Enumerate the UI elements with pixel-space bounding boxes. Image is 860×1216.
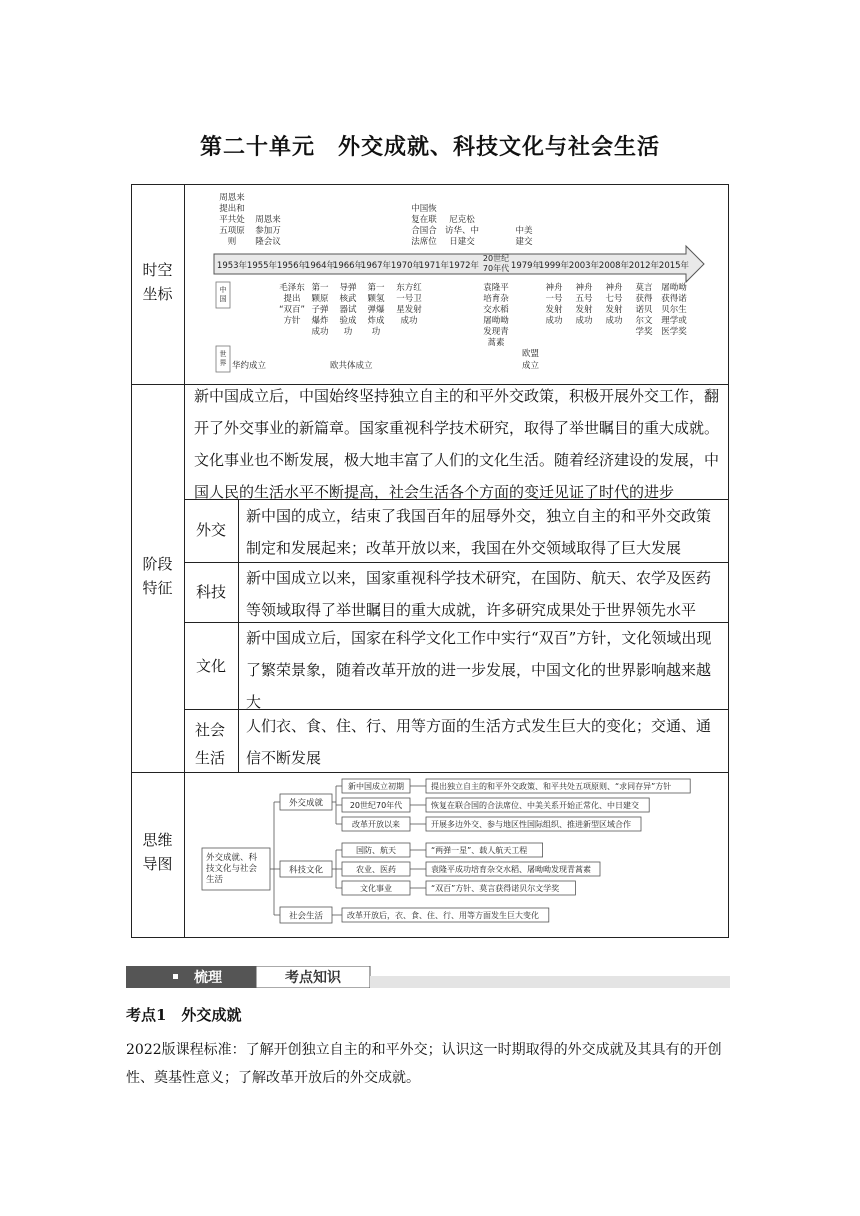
world-event-warsaw-pact: 华约成立: [232, 361, 267, 371]
label-column-divider: [184, 184, 185, 938]
curriculum-standard: 2022版课程标准：了解开创独立自主的和平外交；认识这一时期取得的外交成就及其具有的开创性、奠基性意义；了解改革开放后的外交成就。: [126, 1042, 722, 1086]
stage-text-social: 人们衣、食、住、行、用等方面的生活方式发生巨大的变化；交通、通信不断发展: [246, 717, 712, 767]
mind-map-detail-text: 改革开放后，衣、食、住、行、用等方面发生巨大变化: [347, 911, 539, 920]
year-label: 1967年: [360, 261, 392, 271]
stage-row-label: 阶段 特征: [142, 555, 173, 597]
mind-map: [186, 774, 726, 934]
stage-label-culture: 文化: [195, 657, 226, 675]
mind-map-detail-text: 提出独立自主的和平外交政策、和平共处五项原则、“求同存异”方针: [431, 782, 672, 791]
world-event-eu: 欧盟: [522, 349, 540, 359]
timeline-figure: [186, 186, 726, 382]
mind-map-topic-text: 20世纪70年代: [349, 801, 403, 810]
china-event-below: 神舟一号发射成功: [545, 283, 563, 326]
china-event-below: 袁隆平培育杂交水稻屠呦呦发现青蒿素: [483, 283, 509, 348]
mind-map-detail-text: 袁隆平成功培育杂交水稻、屠呦呦发现青蒿素: [431, 865, 591, 874]
mind-map-branch-text: 外交成就: [288, 798, 324, 809]
mind-map-branch-text: 科技文化: [288, 865, 324, 876]
year-label: 1972年: [448, 261, 480, 271]
china-event-below: 神舟五号发射成功: [575, 283, 593, 326]
mind-map-topic-text: 文化事业: [360, 884, 392, 893]
year-label: 2012年: [628, 261, 660, 271]
china-event-above: 周恩来提出和平共处五项原则: [219, 193, 245, 247]
mind-map-detail-text: “两弹一星”、载人航天工程: [431, 846, 528, 855]
mind-map-branch-text: 社会生活: [288, 911, 324, 922]
mind-map-topic-text: 国防、航天: [356, 846, 396, 855]
china-event-below: 神舟七号发射成功: [605, 283, 623, 326]
mind-map-detail-text: “双百”方针、莫言获得诺贝尔文学奖: [431, 884, 560, 893]
year-label: 1971年: [418, 261, 450, 271]
china-event-below: 莫言获得诺贝尔文学奖: [635, 283, 653, 337]
china-event-below: 屠呦呦获得诺贝尔生理学或医学奖: [661, 283, 687, 337]
year-label: 2008年: [598, 261, 630, 271]
mind-map-topic-text: 新中国成立初期: [348, 782, 404, 791]
year-label: 1979年: [510, 261, 542, 271]
stage-text-diplomacy: 新中国的成立，结束了我国百年的屈辱外交，独立自主的和平外交政策制定和发展起来；改革开放以来，我国在外交领域取得了巨大发展: [246, 507, 712, 557]
year-label: 1970年: [390, 261, 422, 271]
world-event-ec: 欧共体成立: [330, 361, 373, 371]
sub-column-divider: [238, 499, 239, 772]
year-label: 1966年: [332, 261, 364, 271]
year-label: 20世纪 70年代: [482, 254, 510, 273]
china-event-below: 导弹核武器试验成功: [339, 283, 357, 337]
year-label: 1956年: [276, 261, 308, 271]
china-event-above: 中美建交: [515, 226, 533, 247]
china-event-above: 中国恢复在联合国合法席位: [411, 204, 437, 247]
section-bullet: [173, 974, 178, 979]
china-tag-text: 中国: [219, 286, 227, 303]
stage-label-social: 社会生活: [194, 721, 225, 767]
mind-map-root-text: 外交成就、科技文化与社会生活: [206, 853, 258, 885]
section-header: [126, 966, 730, 988]
year-label: 2003年: [568, 261, 600, 271]
page-title: 第二十单元 外交成就、科技文化与社会生活: [199, 135, 660, 160]
year-label: 1964年: [304, 261, 336, 271]
china-event-below: 毛泽东提出“双百”方针: [279, 283, 305, 326]
stage-text-culture: 新中国成立后，国家在科学文化工作中实行“双百”方针，文化领域出现了繁荣景象，随着改革开放的进一步发展，中国文化的世界影响越来越大: [246, 629, 712, 711]
world-event-eu-2: 成立: [522, 361, 540, 371]
year-label: 1953年: [216, 261, 248, 271]
year-label: 2015年: [658, 261, 690, 271]
china-event-above: 尼克松访华、中日建交: [444, 215, 480, 247]
stage-label-diplomacy: 外交: [195, 521, 226, 539]
mind-map-detail-text: 开展多边外交、参与地区性国际组织、推进新型区域合作: [431, 820, 631, 829]
section-label: 考点知识: [285, 970, 341, 986]
year-label: 1955年: [246, 261, 278, 271]
timeline-row-label: 时空 坐标: [142, 261, 173, 303]
mind-map-topic-text: 农业、医药: [356, 865, 396, 874]
world-tag-text: 世界: [219, 350, 227, 367]
china-event-below: 第一颗氢弹爆炸成功: [367, 283, 385, 337]
stage-text-science: 新中国成立以来，国家重视科学技术研究，在国防、航天、农学及医药等领域取得了举世瞩目的重大成就，许多研究成果处于世界领先水平: [246, 569, 712, 619]
china-event-below: 东方红一号卫星发射成功: [396, 283, 422, 326]
mind-map-detail-text: 恢复在联合国的合法席位、中美关系开始正常化、中日建交: [431, 801, 639, 810]
year-label: 1999年: [538, 261, 570, 271]
mind-map-topic-text: 改革开放以来: [352, 820, 400, 829]
china-event-above: 周恩来参加万隆会议: [255, 215, 281, 247]
stage-label-science: 科技: [195, 583, 226, 601]
china-event-below: 第一颗原子弹爆炸成功: [311, 283, 329, 337]
kaodian-title: 考点1 外交成就: [126, 1006, 242, 1024]
mindmap-row-label: 思维 导图: [142, 831, 173, 873]
stage-intro: 新中国成立后，中国始终坚持独立自主的和平外交政策，积极开展外交工作，翻开了外交事业的新篇章。国家重视科学技术研究，取得了举世瞩目的重大成就。文化事业也不断发展，极大地丰富了人们的文化生活。随着经济建设的发展，中国人民的生活水平不断提高，社会生活各个方面的变迁见证了时代的进步: [194, 387, 720, 501]
section-tag: 梳理: [194, 970, 222, 986]
